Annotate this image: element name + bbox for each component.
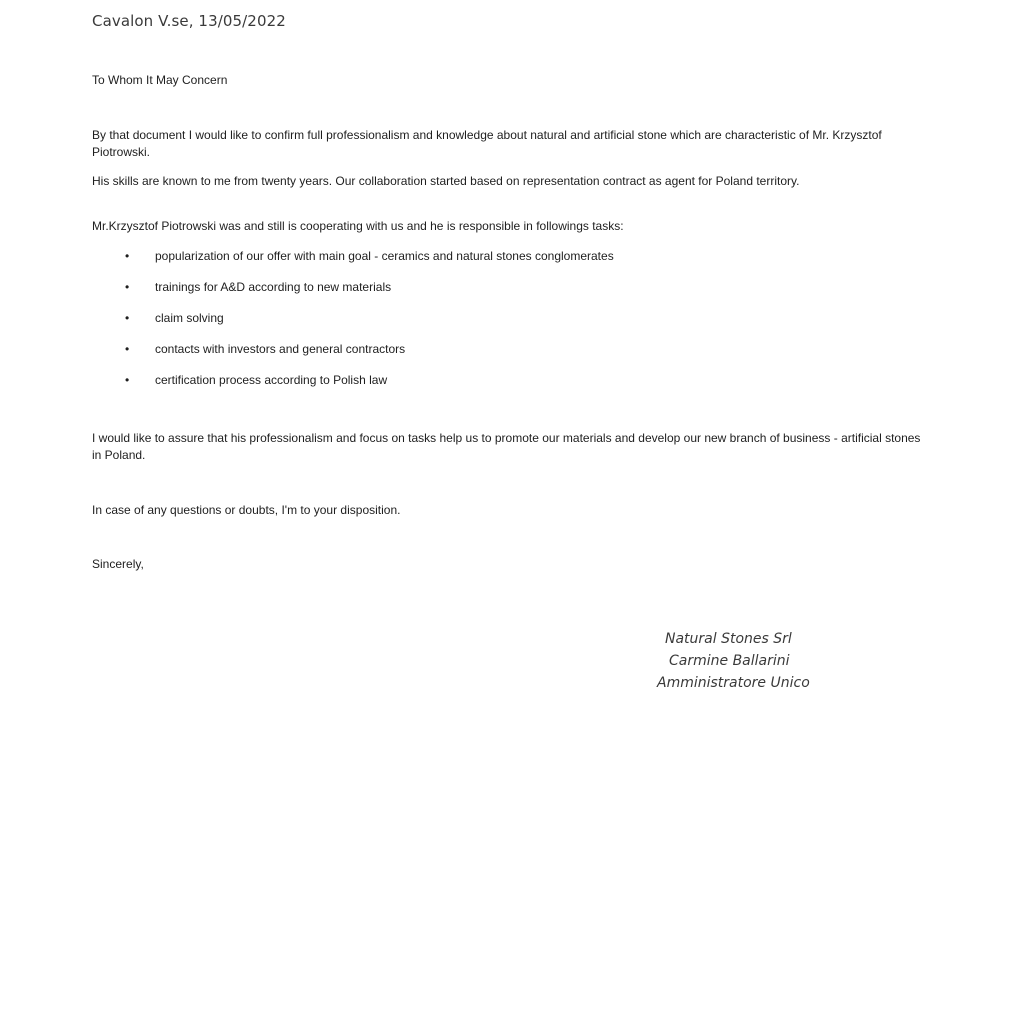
- letter-date: Cavalon V.se, 13/05/2022: [92, 12, 286, 30]
- paragraph-tasks-intro: Mr.Krzysztof Piotrowski was and still is cooperating with us and he is responsible in followings tasks:: [92, 219, 624, 233]
- task-item: [118, 310, 614, 341]
- closing: Sincerely,: [92, 557, 144, 571]
- paragraph-assurance: I would like to assure that his professionalism and focus on tasks help us to promote our materials and develop our new branch of business - artificial stones in Poland.: [92, 431, 921, 462]
- task-item: [118, 341, 614, 372]
- task-text: certification process according to Polish law: [155, 373, 388, 387]
- paragraph-disposition: In case of any questions or doubts, I'm to your disposition.: [92, 503, 401, 517]
- task-text: popularization of our offer with main goal - ceramics and natural stones conglomerates: [155, 249, 614, 263]
- paragraph-collaboration: His skills are known to me from twenty years. Our collaboration started based on representation contract as agent for Poland territory.: [92, 174, 800, 188]
- task-text: claim solving: [155, 311, 224, 325]
- task-item: [118, 248, 614, 279]
- task-item: [118, 372, 614, 403]
- bullet-icon: •: [125, 280, 130, 294]
- task-text: trainings for A&D according to new materials: [155, 280, 392, 294]
- signature-company: Natural Stones Srl: [665, 631, 792, 647]
- paragraph-intro: By that document I would like to confirm full professionalism and knowledge about natural and artificial stone which are characteristic of Mr. Krzysztof Piotrowski.: [92, 128, 882, 159]
- task-list: [118, 248, 614, 403]
- salutation: To Whom It May Concern: [92, 73, 228, 87]
- bullet-icon: •: [125, 373, 130, 387]
- bullet-icon: •: [125, 342, 130, 356]
- task-text: contacts with investors and general contractors: [155, 342, 406, 356]
- signature-name: Carmine Ballarini: [669, 653, 790, 669]
- bullet-icon: •: [125, 249, 130, 263]
- task-item: [118, 279, 614, 310]
- signature-role: Amministratore Unico: [657, 675, 810, 691]
- bullet-icon: •: [125, 311, 130, 325]
